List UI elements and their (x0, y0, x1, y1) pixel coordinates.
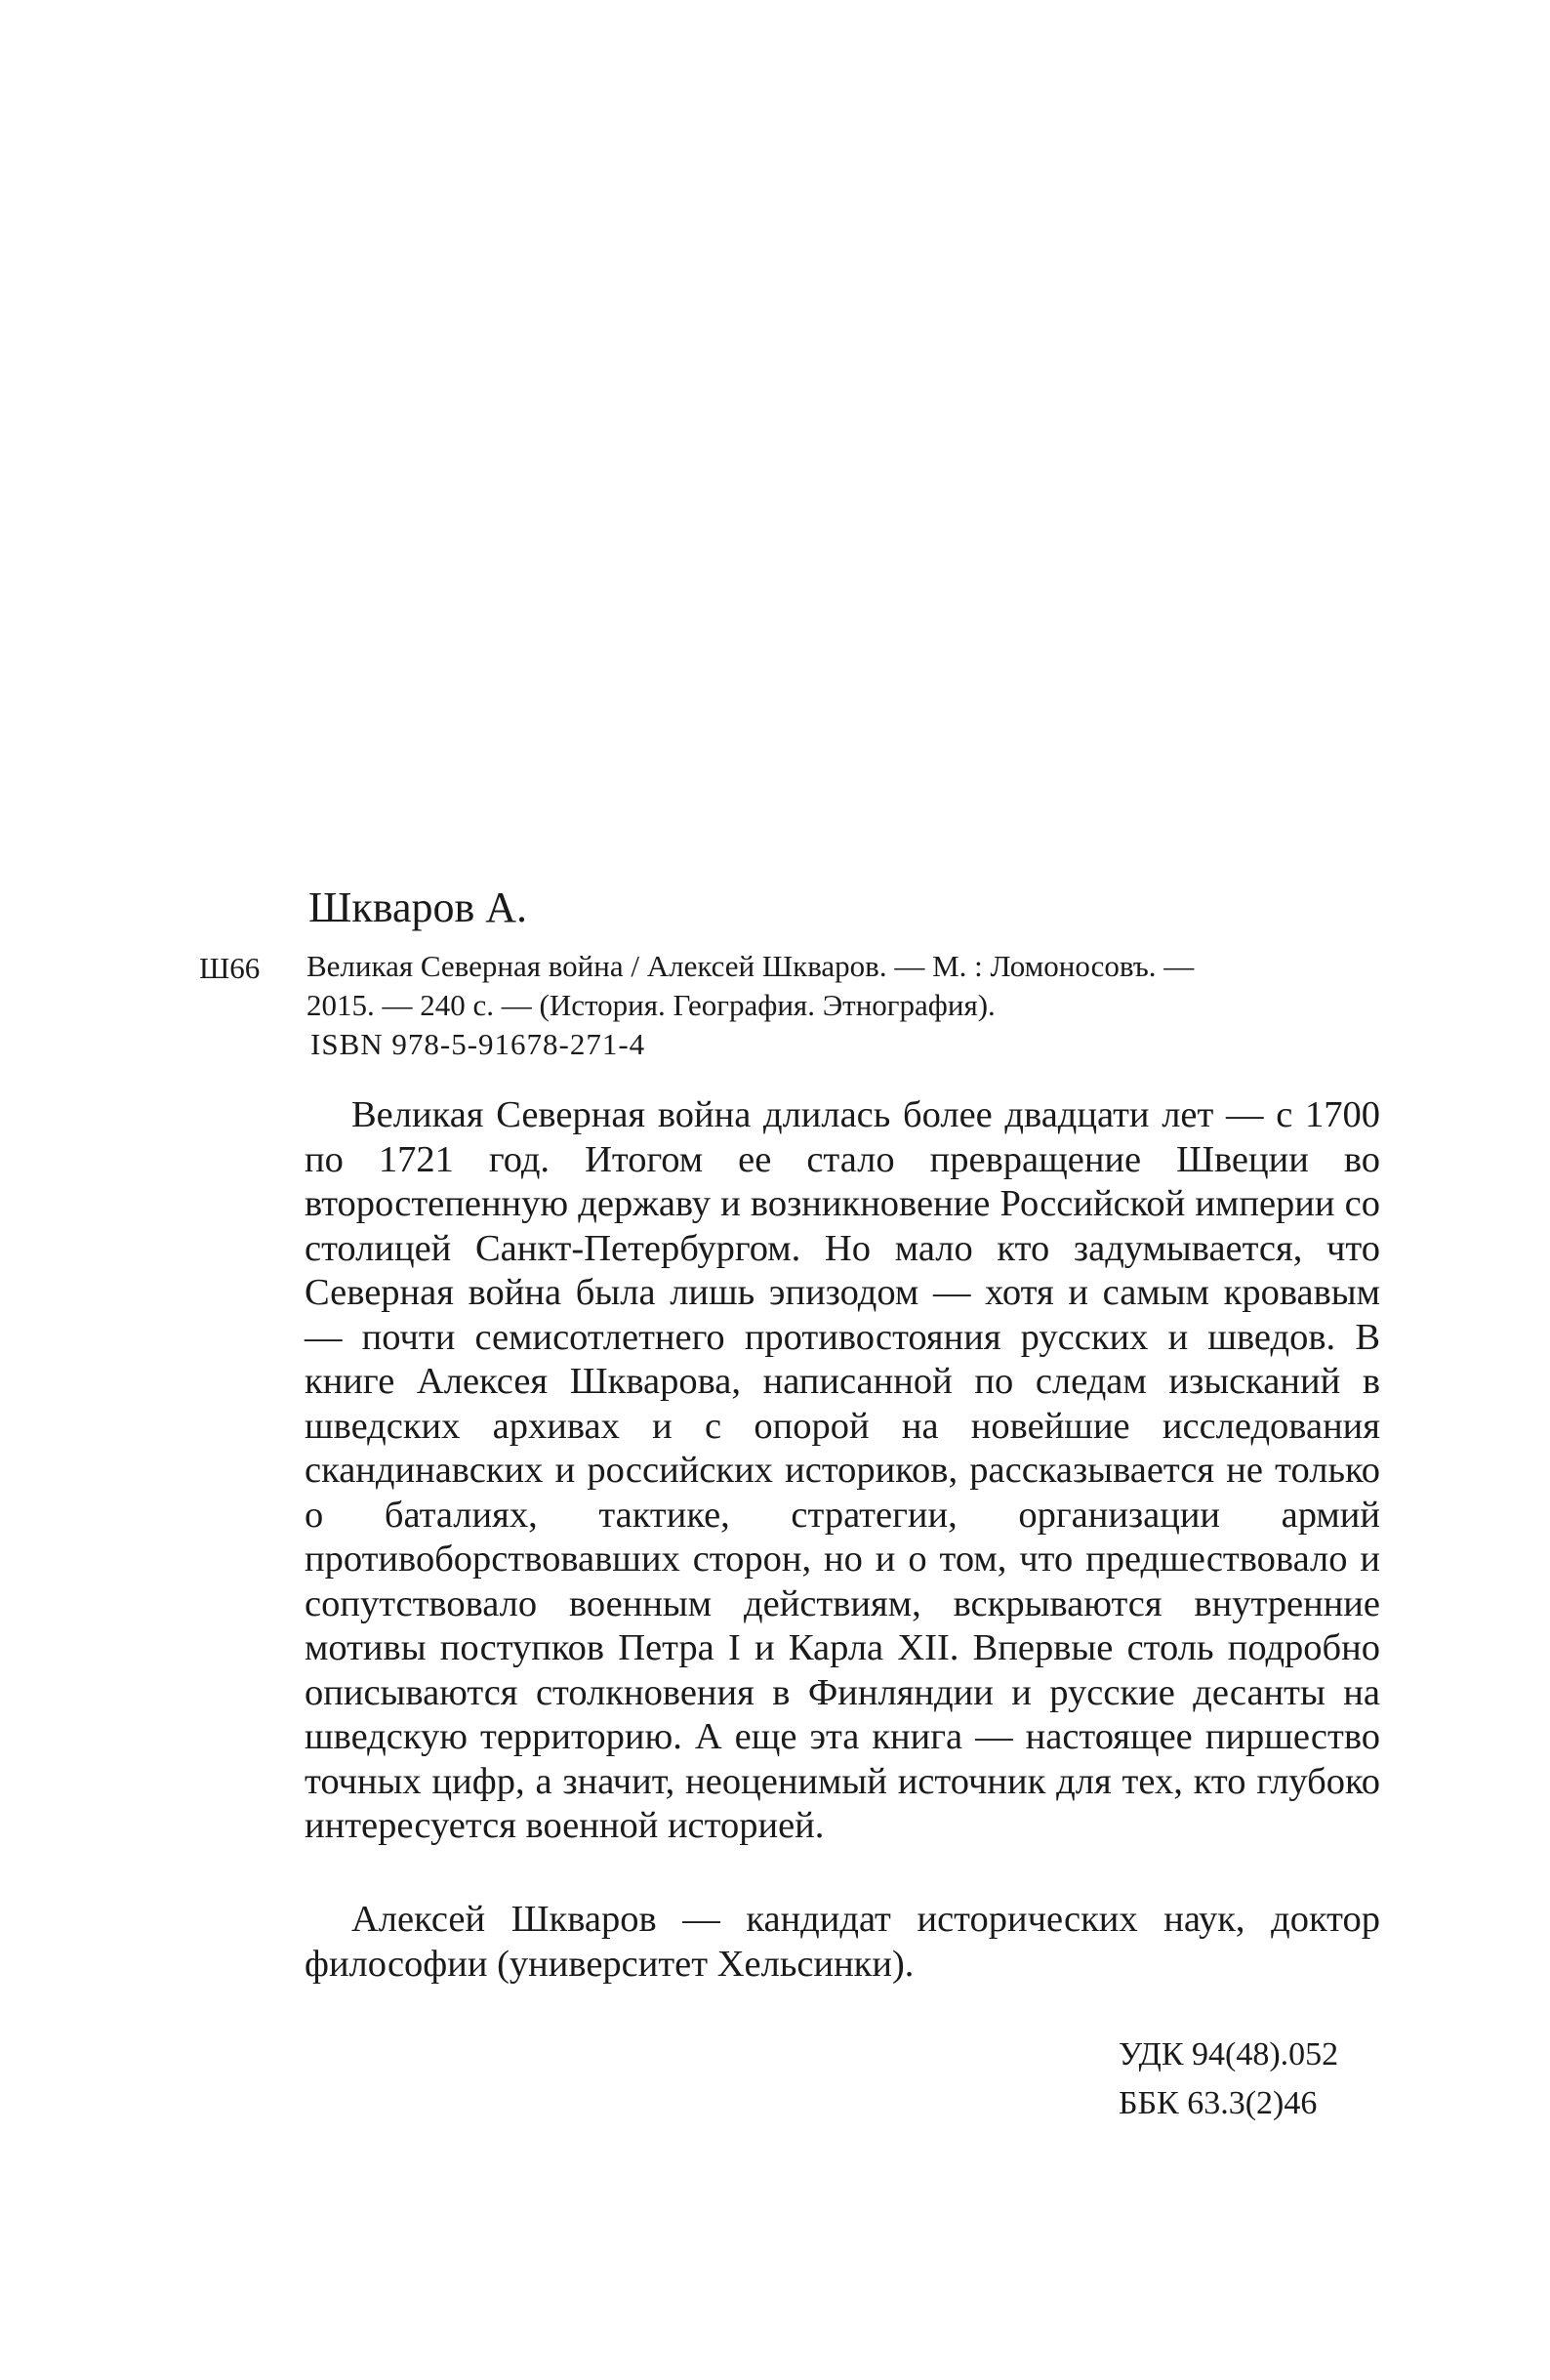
classification-codes (1119, 2031, 1338, 2128)
bibliographic-description (306, 947, 1400, 1064)
author-heading: Шкваров А. (308, 883, 528, 931)
isbn: ISBN 978-5-91678-271-4 (310, 1027, 646, 1061)
author-code: Ш66 (199, 951, 261, 985)
author-note-paragraph: Алексей Шкваров — кандидат исторических наук, доктор философии (университет Хельсинки). (305, 1899, 1380, 1985)
bbk-code: ББК 63.3(2)46 (1119, 2085, 1318, 2121)
description-line-2: 2015. — 240 с. — (История. География. Этнография). (306, 988, 996, 1022)
description-line-1: Великая Северная война / Алексей Шкваров. — М. : Ломоносовъ. — (306, 949, 1195, 983)
udk-code: УДК 94(48).052 (1119, 2036, 1339, 2072)
annotation-paragraph: Великая Северная война длилась более двадцати лет — с 1700 по 1721 год. Итогом ее стало превращение Швеции во второстепенную державу и возникновение Российской империи со столицей Санкт-Петербургом. Но мало кто задумывается, что Северная война была лишь эпизодом — хотя и самым кровавым — почти семисотлетнего противостояния русских и шведов. В книге Алексея Шкварова, написанной по следам изысканий в шведских архивах и с опорой на новейшие исследования скандинавских и российских историков, рассказывается не только о баталиях, тактике, стратегии, организации армий противоборствовавших сторон, но и о том, что предшествовало и сопутствовало военным действиям, вскрываются внутренние мотивы поступков Петра I и Карла XII. Впервые столь подробно описываются столкновения в Финляндии и русские десанты на шведскую территорию. А еще эта книга — настоящее пиршество точных цифр, а значит, неоценимый источник для тех, кто глубоко интересуется военной историей. (305, 1094, 1380, 1846)
